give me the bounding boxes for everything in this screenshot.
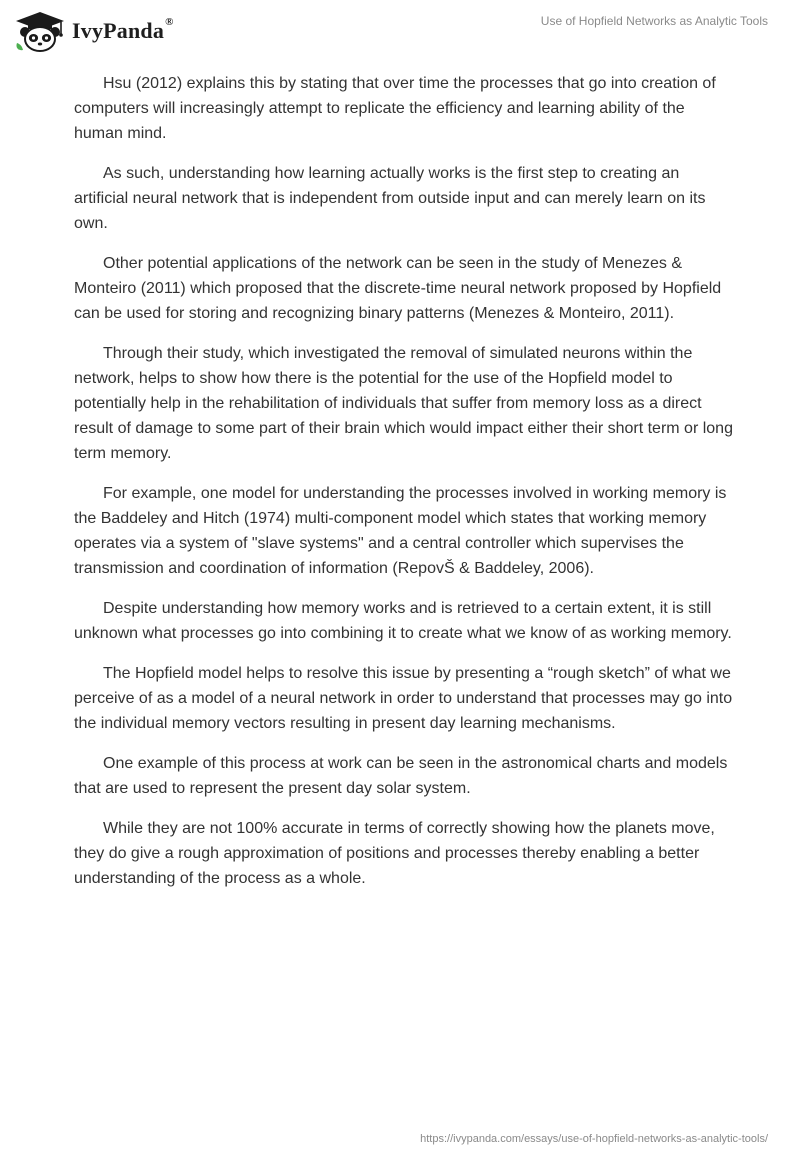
brand-name: IvyPanda®	[72, 16, 174, 43]
paragraph: The Hopfield model helps to resolve this issue by presenting a “rough sketch” of what we perceive of as a model of a neural network in order to understand that processes may go into the individual memory vectors resulting in present day learning mechanisms.	[74, 665, 733, 732]
paragraph: One example of this process at work can be seen in the astronomical charts and models that are used to represent the present day solar system.	[74, 755, 728, 797]
registered-mark: ®	[165, 16, 174, 28]
panda-graduate-icon	[14, 10, 66, 52]
paragraph: Through their study, which investigated the removal of simulated neurons within the network, helps to show how there is the potential for the use of the Hopfield model to potentially help in the rehabilitation of individuals that suffer from memory loss as a direct result of damage to some part of their brain which would impact either their short term or long term memory.	[74, 345, 733, 462]
document-title: Use of Hopfield Networks as Analytic Tools	[540, 14, 768, 28]
paragraph: While they are not 100% accurate in terms of correctly showing how the planets move, they do give a rough approximation of positions and processes thereby enabling a better understanding of the process as a whole.	[74, 820, 715, 887]
source-url-link[interactable]: https://ivypanda.com/essays/use-of-hopfield-networks-as-analytic-tools/	[420, 1133, 768, 1145]
essay-body	[74, 71, 734, 906]
paragraph: For example, one model for understanding the processes involved in working memory is the Baddeley and Hitch (1974) multi-component model which states that working memory operates via a system of "slave systems" and a central controller which supervises the transmission and coordination of information (RepovŠ & Baddeley, 2006).	[74, 485, 727, 577]
page-header	[0, 0, 800, 60]
paragraph: As such, understanding how learning actually works is the first step to creating an artificial neural network that is independent from outside input and can merely learn on its own.	[74, 165, 706, 232]
paragraph: Hsu (2012) explains this by stating that over time the processes that go into creation of computers will increasingly attempt to replicate the efficiency and learning ability of the human mind.	[74, 75, 716, 142]
ivypanda-logo[interactable]	[14, 10, 174, 52]
paragraph: Other potential applications of the network can be seen in the study of Menezes & Monteiro (2011) which proposed that the discrete-time neural network proposed by Hopfield can be used for storing and recognizing binary patterns (Menezes & Monteiro, 2011).	[74, 255, 722, 322]
paragraph: Despite understanding how memory works and is retrieved to a certain extent, it is still unknown what processes go into combining it to create what we know of as working memory.	[74, 600, 732, 642]
